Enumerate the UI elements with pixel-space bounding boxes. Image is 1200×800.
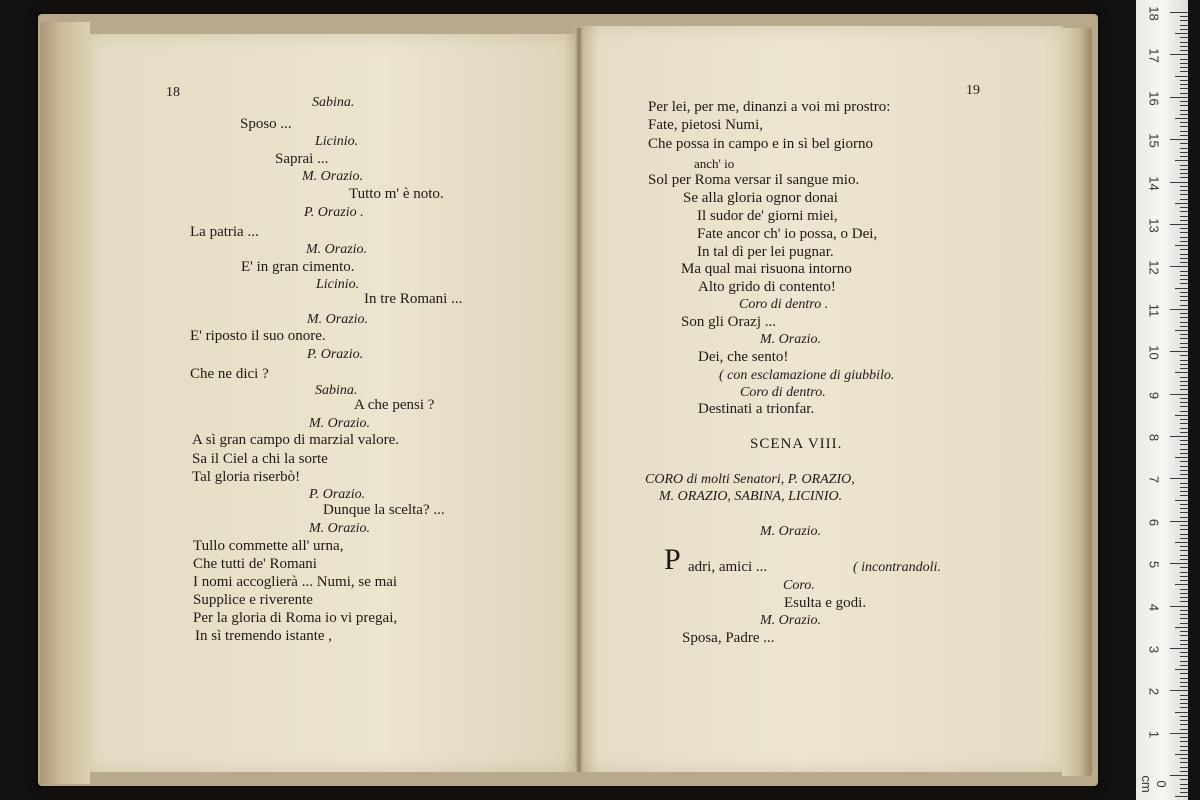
ruler-tick (1175, 457, 1188, 458)
left-page-text-line: La patria ... (190, 224, 259, 240)
right-page-text-line: M. Orazio. (760, 524, 822, 539)
ruler-tick (1175, 76, 1188, 77)
ruler-tick (1180, 597, 1188, 598)
left-page-text-line: Licinio. (315, 134, 359, 149)
ruler-tick (1180, 559, 1188, 560)
ruler-tick (1180, 355, 1188, 356)
left-page-text-line: I nomi accoglierà ... Numi, se mai (193, 574, 398, 590)
ruler-tick (1180, 322, 1188, 323)
right-page-text-line: Son gli Orazj ... (681, 314, 776, 330)
left-page-text-line: Sa il Ciel a chi la sorte (192, 451, 328, 467)
ruler-tick (1180, 517, 1188, 518)
ruler-tick (1180, 207, 1188, 208)
ruler-tick (1175, 415, 1188, 416)
left-page-text-line: Sposo ... (240, 116, 292, 132)
ruler-tick (1180, 580, 1188, 581)
left-page-text-line: P. Orazio . (304, 205, 364, 220)
ruler-tick (1180, 589, 1188, 590)
ruler-tick (1170, 224, 1188, 225)
ruler-tick (1170, 521, 1188, 522)
right-page-text-line: Dei, che sento! (698, 349, 789, 365)
ruler-tick (1180, 788, 1188, 789)
ruler-tick (1180, 254, 1188, 255)
ruler-tick (1180, 461, 1188, 462)
ruler-tick (1180, 249, 1188, 250)
ruler-tick (1180, 487, 1188, 488)
ruler-tick (1180, 402, 1188, 403)
ruler-number: 7 (1146, 476, 1162, 484)
ruler-tick (1170, 12, 1188, 13)
ruler-tick (1180, 59, 1188, 60)
right-page-text-line: Sol per Roma versar il sangue mio. (648, 172, 860, 188)
right-page-text-line: Coro di dentro. (740, 385, 826, 400)
ruler-number: 16 (1146, 91, 1162, 106)
ruler-tick (1180, 152, 1188, 153)
ruler-tick (1180, 143, 1188, 144)
ruler-tick (1180, 347, 1188, 348)
right-page-text-line: Per lei, per me, dinanzi a voi mi prostro: (648, 99, 891, 115)
ruler-tick (1180, 20, 1188, 21)
ruler-tick (1180, 377, 1188, 378)
ruler-tick (1180, 16, 1188, 17)
ruler-tick (1180, 110, 1188, 111)
left-page-text-line: Supplice e riverente (193, 592, 313, 608)
ruler-tick (1180, 25, 1188, 26)
ruler-tick (1180, 241, 1188, 242)
ruler-tick (1180, 767, 1188, 768)
left-page-text-line: M. Orazio. (309, 416, 371, 431)
left-page-text-line: Tal gloria riserbò! (192, 469, 301, 485)
page-stack-left (40, 22, 90, 784)
ruler-tick (1180, 122, 1188, 123)
ruler-tick (1180, 534, 1188, 535)
left-page-text-line: A che pensi ? (354, 397, 435, 413)
ruler-number: 3 (1146, 645, 1162, 654)
right-page-text-line: Coro di dentro . (739, 297, 829, 312)
ruler-number: 1 (1146, 730, 1162, 738)
ruler-tick (1180, 296, 1188, 297)
ruler-tick (1180, 46, 1188, 47)
right-page-text-line: Esulta e godi. (784, 595, 867, 611)
ruler-tick (1180, 381, 1188, 382)
ruler-tick (1180, 93, 1188, 94)
ruler-tick (1180, 699, 1188, 700)
ruler-tick (1180, 275, 1188, 276)
ruler-tick (1180, 466, 1188, 467)
ruler-tick (1180, 567, 1188, 568)
ruler-tick (1180, 576, 1188, 577)
ruler-tick (1180, 771, 1188, 772)
ruler-tick (1180, 216, 1188, 217)
ruler-tick (1180, 398, 1188, 399)
ruler-number: 5 (1146, 561, 1162, 569)
ruler-tick (1180, 610, 1188, 611)
left-page-text-line: P. Orazio. (307, 347, 364, 362)
ruler-tick (1180, 525, 1188, 526)
ruler-tick (1180, 271, 1188, 272)
ruler-tick (1175, 669, 1188, 670)
ruler-tick (1170, 139, 1188, 140)
ruler-tick (1180, 71, 1188, 72)
ruler-number: 18 (1146, 6, 1162, 21)
ruler-tick (1180, 631, 1188, 632)
left-page-text-line: M. Orazio. (306, 242, 368, 257)
ruler-tick (1180, 453, 1188, 454)
ruler-tick (1180, 114, 1188, 115)
ruler-tick (1180, 665, 1188, 666)
left-page-text-line: Che tutti de' Romani (193, 556, 317, 572)
ruler-number: 13 (1146, 218, 1162, 233)
left-page-text-line: Dunque la scelta? ... (323, 502, 445, 518)
ruler-tick (1180, 678, 1188, 679)
ruler-tick (1180, 50, 1188, 51)
ruler-tick (1180, 707, 1188, 708)
book-gutter (575, 28, 583, 772)
ruler-tick (1180, 495, 1188, 496)
ruler-tick (1180, 169, 1188, 170)
right-page-text-line: M. Orazio. (760, 332, 822, 347)
left-page-text-line: Sabina. (315, 383, 358, 398)
ruler-tick (1180, 67, 1188, 68)
ruler-tick (1180, 741, 1188, 742)
ruler-tick (1180, 84, 1188, 85)
ruler-tick (1170, 478, 1188, 479)
ruler-number: 4 (1146, 603, 1162, 611)
ruler-tick (1180, 220, 1188, 221)
ruler-tick (1180, 232, 1188, 233)
ruler-number: 0 cm (1139, 775, 1169, 793)
ruler-tick (1180, 156, 1188, 157)
right-page-text-line: Alto grido di contento! (698, 279, 836, 295)
ruler-tick (1170, 351, 1188, 352)
left-page-text-line: Per la gloria di Roma io vi pregai, (193, 610, 398, 626)
ruler-tick (1180, 546, 1188, 547)
left-page-text-line: In tre Romani ... (364, 291, 463, 307)
ruler-tick (1180, 449, 1188, 450)
ruler-tick (1175, 500, 1188, 501)
ruler-tick (1180, 364, 1188, 365)
ruler-tick (1180, 538, 1188, 539)
ruler-number: 2 (1146, 688, 1162, 696)
ruler-tick (1175, 754, 1188, 755)
ruler-number: 6 (1146, 518, 1162, 526)
ruler-number: 14 (1146, 175, 1162, 191)
ruler-tick (1180, 190, 1188, 191)
ruler-tick (1180, 105, 1188, 106)
ruler-tick (1180, 406, 1188, 407)
ruler-tick (1180, 491, 1188, 492)
ruler-tick (1170, 394, 1188, 395)
ruler-tick (1175, 245, 1188, 246)
ruler-tick (1180, 512, 1188, 513)
right-page-text-line: M. ORAZIO, SABINA, LICINIO. (659, 489, 843, 504)
ruler-tick (1180, 385, 1188, 386)
ruler-tick (1180, 661, 1188, 662)
ruler-tick (1180, 88, 1188, 89)
right-page-text-line: Che possa in campo e in sì bel giorno (648, 136, 873, 152)
ruler-tick (1180, 762, 1188, 763)
right-page-text-line: Ma qual mai risuona intorno (681, 261, 852, 277)
ruler-tick (1180, 368, 1188, 369)
right-page-text-line: anch' io (694, 156, 735, 171)
ruler-tick (1180, 194, 1188, 195)
ruler-tick (1180, 640, 1188, 641)
ruler-tick (1180, 746, 1188, 747)
ruler-tick (1180, 300, 1188, 301)
left-page-text-line: M. Orazio. (302, 169, 364, 184)
ruler-tick (1180, 135, 1188, 136)
ruler-tick (1180, 305, 1188, 306)
ruler-tick (1180, 37, 1188, 38)
left-page-text-line: In sì tremendo istante , (195, 628, 333, 644)
ruler-tick (1180, 720, 1188, 721)
right-page-text-line: Sposa, Padre ... (682, 630, 775, 646)
ruler-tick (1180, 593, 1188, 594)
ruler-number: 10 (1146, 345, 1162, 360)
left-page-text-line: M. Orazio. (309, 521, 371, 536)
ruler-tick (1180, 317, 1188, 318)
ruler-tick (1175, 372, 1188, 373)
ruler-tick (1180, 262, 1188, 263)
ruler-tick (1170, 775, 1188, 776)
right-page-text-line: CORO di molti Senatori, P. ORAZIO, (645, 472, 855, 487)
right-page-text-line: Destinati a trionfar. (698, 401, 815, 417)
ruler-tick (1180, 758, 1188, 759)
ruler-tick (1180, 148, 1188, 149)
ruler-tick (1180, 211, 1188, 212)
left-page-text-line: Che ne dici ? (190, 366, 269, 382)
left-page-text-line: E' riposto il suo onore. (190, 328, 326, 344)
ruler-tick (1170, 309, 1188, 310)
ruler-tick (1180, 673, 1188, 674)
ruler-tick (1180, 470, 1188, 471)
ruler-tick (1180, 423, 1188, 424)
right-page-text-line: Fate, pietosi Numi, (648, 117, 763, 133)
ruler-tick (1170, 606, 1188, 607)
ruler-tick (1180, 63, 1188, 64)
ruler-tick (1175, 203, 1188, 204)
ruler-tick (1170, 690, 1188, 691)
ruler-tick (1180, 177, 1188, 178)
ruler-tick (1180, 508, 1188, 509)
ruler-tick (1175, 542, 1188, 543)
right-page-text-line: ( incontrandoli. (853, 560, 941, 575)
ruler-tick (1180, 614, 1188, 615)
left-page-text-line: P. Orazio. (309, 487, 366, 502)
ruler-tick (1180, 555, 1188, 556)
ruler-tick (1180, 126, 1188, 127)
ruler-number: 15 (1146, 133, 1162, 148)
ruler-tick (1180, 292, 1188, 293)
ruler-tick (1180, 652, 1188, 653)
ruler-tick (1180, 237, 1188, 238)
ruler-tick (1180, 186, 1188, 187)
ruler-tick (1180, 483, 1188, 484)
left-page-text-line: Sabina. (312, 95, 355, 110)
left-page-text-line: Saprai ... (275, 151, 329, 167)
ruler-tick (1180, 444, 1188, 445)
ruler-tick (1175, 584, 1188, 585)
ruler-tick (1180, 432, 1188, 433)
right-page-text-line: In tal dì per lei pugnar. (697, 244, 834, 260)
ruler-tick (1180, 258, 1188, 259)
left-page-text-line: M. Orazio. (307, 312, 369, 327)
left-page-text-line: E' in gran cimento. (241, 259, 355, 275)
left-page-text-line: Tullo commette all' urna, (193, 538, 344, 554)
ruler-tick (1180, 199, 1188, 200)
ruler-tick (1180, 724, 1188, 725)
right-page-text-line: ( con esclamazione di giubbilo. (719, 368, 895, 383)
ruler-tick (1175, 33, 1188, 34)
ruler-tick (1180, 750, 1188, 751)
ruler-tick (1175, 118, 1188, 119)
ruler-tick (1180, 411, 1188, 412)
ruler-tick (1180, 716, 1188, 717)
ruler-tick (1180, 80, 1188, 81)
ruler-tick (1180, 313, 1188, 314)
measuring-ruler (1136, 0, 1188, 800)
right-page-text-line: adri, amici ... (688, 559, 768, 575)
ruler-tick (1180, 440, 1188, 441)
ruler-tick (1180, 695, 1188, 696)
ruler-tick (1180, 428, 1188, 429)
right-page-text-line: Fate ancor ch' io possa, o Dei, (697, 226, 878, 242)
left-page-text-line: A sì gran campo di marzial valore. (192, 432, 400, 448)
right-page-text-line: Coro. (783, 578, 815, 593)
ruler-tick (1180, 101, 1188, 102)
ruler-tick (1180, 703, 1188, 704)
page-number-left: 18 (166, 85, 180, 100)
ruler-tick (1180, 779, 1188, 780)
ruler-tick (1180, 618, 1188, 619)
ruler-tick (1180, 601, 1188, 602)
ruler-tick (1170, 266, 1188, 267)
ruler-tick (1180, 389, 1188, 390)
drop-cap: P (664, 543, 681, 576)
ruler-tick (1180, 419, 1188, 420)
left-page-text-line: Licinio. (316, 277, 360, 292)
ruler-number: 9 (1146, 391, 1162, 399)
right-page-text-line: Se alla gloria ognor donai (683, 190, 838, 206)
ruler-tick (1170, 733, 1188, 734)
ruler-number: 17 (1146, 48, 1162, 64)
right-page-text-line: SCENA VIII. (750, 436, 843, 452)
ruler-tick (1180, 529, 1188, 530)
ruler-tick (1180, 334, 1188, 335)
ruler-tick (1180, 737, 1188, 738)
right-page-text-line: Il sudor de' giorni miei, (697, 208, 838, 224)
ruler-tick (1180, 656, 1188, 657)
ruler-tick (1170, 563, 1188, 564)
ruler-number: 11 (1146, 303, 1162, 318)
ruler-tick (1180, 173, 1188, 174)
ruler-tick (1180, 623, 1188, 624)
ruler-tick (1175, 330, 1188, 331)
ruler-tick (1180, 343, 1188, 344)
ruler-tick (1180, 792, 1188, 793)
ruler-tick (1180, 686, 1188, 687)
ruler-number: 12 (1146, 260, 1162, 276)
ruler-tick (1180, 165, 1188, 166)
ruler-tick (1180, 550, 1188, 551)
ruler-tick (1175, 796, 1188, 797)
left-page-text-line: Tutto m' è noto. (349, 186, 444, 202)
ruler-tick (1180, 644, 1188, 645)
ruler-tick (1180, 338, 1188, 339)
ruler-tick (1180, 474, 1188, 475)
page-number-right: 19 (966, 83, 980, 98)
ruler-tick (1180, 228, 1188, 229)
ruler-tick (1175, 160, 1188, 161)
ruler-tick (1170, 182, 1188, 183)
ruler-tick (1180, 326, 1188, 327)
ruler-tick (1175, 288, 1188, 289)
ruler-number: 8 (1146, 433, 1162, 442)
ruler-tick (1180, 572, 1188, 573)
ruler-tick (1180, 42, 1188, 43)
ruler-tick (1180, 784, 1188, 785)
ruler-tick (1170, 97, 1188, 98)
ruler-tick (1180, 360, 1188, 361)
ruler-tick (1180, 279, 1188, 280)
ruler-tick (1175, 627, 1188, 628)
ruler-tick (1170, 436, 1188, 437)
ruler-tick (1180, 729, 1188, 730)
ruler-tick (1180, 635, 1188, 636)
ruler-tick (1180, 131, 1188, 132)
right-page-text-line: M. Orazio. (760, 613, 822, 628)
ruler-tick (1175, 712, 1188, 713)
ruler-tick (1180, 682, 1188, 683)
ruler-tick (1170, 648, 1188, 649)
ruler-tick (1170, 54, 1188, 55)
page-stack-right (1062, 28, 1092, 776)
ruler-tick (1180, 504, 1188, 505)
ruler-tick (1180, 29, 1188, 30)
ruler-tick (1180, 283, 1188, 284)
